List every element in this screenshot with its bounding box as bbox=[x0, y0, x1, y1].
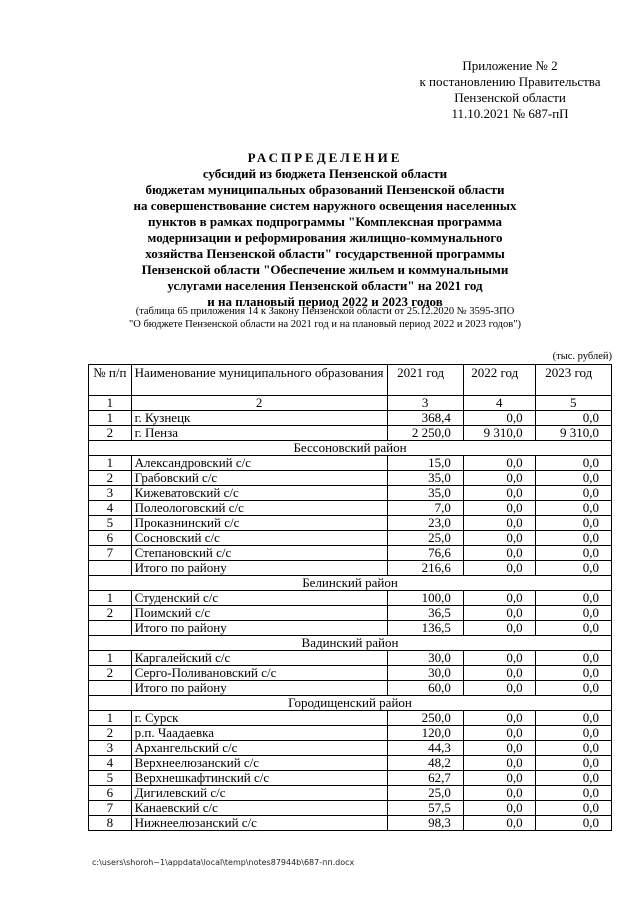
value-2022: 0,0 bbox=[463, 411, 535, 426]
table-row bbox=[89, 711, 612, 726]
municipality-name: Каргалейский с/с bbox=[131, 651, 387, 666]
row-number: 2 bbox=[89, 471, 132, 486]
value-2021: 100,0 bbox=[387, 591, 463, 606]
value-2022: 0,0 bbox=[463, 531, 535, 546]
municipality-name: г. Кузнецк bbox=[131, 411, 387, 426]
value-2023: 0,0 bbox=[535, 501, 611, 516]
municipality-name: Нижнеелюзанский с/с bbox=[131, 816, 387, 831]
value-2021: 60,0 bbox=[387, 681, 463, 696]
appendix-number: Приложение № 2 bbox=[462, 58, 558, 73]
column-number-row bbox=[89, 396, 612, 411]
value-2023: 0,0 bbox=[535, 531, 611, 546]
table-row bbox=[89, 531, 612, 546]
row-number: 6 bbox=[89, 531, 132, 546]
district-row bbox=[89, 636, 612, 651]
municipality-name: Итого по району bbox=[131, 621, 387, 636]
value-2023: 0,0 bbox=[535, 471, 611, 486]
value-2023: 0,0 bbox=[535, 711, 611, 726]
table-header-row bbox=[89, 365, 612, 396]
table-row bbox=[89, 411, 612, 426]
row-number bbox=[89, 561, 132, 576]
value-2022: 0,0 bbox=[463, 561, 535, 576]
municipality-name: Верхнеелюзанский с/с bbox=[131, 756, 387, 771]
row-number: 6 bbox=[89, 786, 132, 801]
row-number: 2 bbox=[89, 426, 132, 441]
value-2022: 0,0 bbox=[463, 666, 535, 681]
value-2023: 0,0 bbox=[535, 486, 611, 501]
municipality-name: Александровский с/с bbox=[131, 456, 387, 471]
row-number: 2 bbox=[89, 666, 132, 681]
table-row bbox=[89, 756, 612, 771]
column-number: 5 bbox=[535, 396, 611, 411]
table-row bbox=[89, 471, 612, 486]
value-2023: 0,0 bbox=[535, 516, 611, 531]
value-2023: 0,0 bbox=[535, 651, 611, 666]
value-2022: 0,0 bbox=[463, 726, 535, 741]
value-2022: 9 310,0 bbox=[463, 426, 535, 441]
value-2023: 0,0 bbox=[535, 771, 611, 786]
value-2023: 0,0 bbox=[535, 621, 611, 636]
table-row bbox=[89, 786, 612, 801]
document-title bbox=[100, 150, 550, 310]
row-number: 7 bbox=[89, 546, 132, 561]
row-number: 2 bbox=[89, 606, 132, 621]
row-number bbox=[89, 621, 132, 636]
value-2023: 0,0 bbox=[535, 726, 611, 741]
table-row bbox=[89, 516, 612, 531]
district-row bbox=[89, 696, 612, 711]
value-2022: 0,0 bbox=[463, 711, 535, 726]
table-row bbox=[89, 501, 612, 516]
table-row bbox=[89, 606, 612, 621]
value-2021: 35,0 bbox=[387, 471, 463, 486]
row-number: 1 bbox=[89, 711, 132, 726]
value-2023: 0,0 bbox=[535, 561, 611, 576]
value-2022: 0,0 bbox=[463, 501, 535, 516]
header-number: № п/п bbox=[89, 365, 132, 396]
municipality-name: Поимский с/с bbox=[131, 606, 387, 621]
table-row bbox=[89, 546, 612, 561]
table-row bbox=[89, 801, 612, 816]
municipality-name: Итого по району bbox=[131, 561, 387, 576]
appendix-reference: к постановлению Правительства bbox=[419, 74, 601, 89]
row-number bbox=[89, 681, 132, 696]
value-2022: 0,0 bbox=[463, 591, 535, 606]
municipality-name: Сосновский с/с bbox=[131, 531, 387, 546]
title-line: услугами населения Пензенской области" на 2021 год bbox=[167, 278, 483, 293]
value-2022: 0,0 bbox=[463, 801, 535, 816]
column-number: 4 bbox=[463, 396, 535, 411]
row-number: 4 bbox=[89, 501, 132, 516]
header-2023: 2023 год bbox=[535, 365, 611, 396]
value-2022: 0,0 bbox=[463, 546, 535, 561]
value-2023: 9 310,0 bbox=[535, 426, 611, 441]
note-line: (таблица 65 приложения 14 к Закону Пензенской области от 25.12.2020 № 3595-ЗПО bbox=[135, 306, 515, 317]
value-2023: 0,0 bbox=[535, 741, 611, 756]
appendix-header bbox=[405, 58, 615, 122]
value-2021: 250,0 bbox=[387, 711, 463, 726]
row-number: 8 bbox=[89, 816, 132, 831]
value-2023: 0,0 bbox=[535, 411, 611, 426]
municipality-name: Архангельский с/с bbox=[131, 741, 387, 756]
value-2021: 23,0 bbox=[387, 516, 463, 531]
municipality-name: р.п. Чаадаевка bbox=[131, 726, 387, 741]
row-number: 4 bbox=[89, 756, 132, 771]
value-2022: 0,0 bbox=[463, 486, 535, 501]
header-name: Наименование муниципального образования bbox=[131, 365, 387, 396]
value-2023: 0,0 bbox=[535, 591, 611, 606]
value-2021: 98,3 bbox=[387, 816, 463, 831]
total-row bbox=[89, 681, 612, 696]
title-line: субсидий из бюджета Пензенской области bbox=[202, 166, 448, 181]
table-row bbox=[89, 426, 612, 441]
value-2022: 0,0 bbox=[463, 771, 535, 786]
value-2022: 0,0 bbox=[463, 681, 535, 696]
value-2021: 136,5 bbox=[387, 621, 463, 636]
title-line: пунктов в рамках подпрограммы "Комплексная программа bbox=[147, 214, 503, 229]
row-number: 3 bbox=[89, 486, 132, 501]
table-row bbox=[89, 651, 612, 666]
value-2022: 0,0 bbox=[463, 621, 535, 636]
district-name: Городищенский район bbox=[89, 696, 612, 711]
value-2023: 0,0 bbox=[535, 756, 611, 771]
value-2022: 0,0 bbox=[463, 786, 535, 801]
file-path-footer: c:\users\shoroh~1\appdata\local\temp\notes87944b\687-пп.docx bbox=[92, 858, 355, 867]
value-2021: 120,0 bbox=[387, 726, 463, 741]
appendix-authority: Пензенской области bbox=[454, 90, 566, 105]
value-2021: 44,3 bbox=[387, 741, 463, 756]
table-row bbox=[89, 456, 612, 471]
value-2021: 15,0 bbox=[387, 456, 463, 471]
value-2021: 76,6 bbox=[387, 546, 463, 561]
column-number: 3 bbox=[387, 396, 463, 411]
municipality-name: Итого по району bbox=[131, 681, 387, 696]
municipality-name: г. Пенза bbox=[131, 426, 387, 441]
value-2021: 368,4 bbox=[387, 411, 463, 426]
table-row bbox=[89, 486, 612, 501]
value-2023: 0,0 bbox=[535, 816, 611, 831]
municipality-name: Грабовский с/с bbox=[131, 471, 387, 486]
value-2021: 2 250,0 bbox=[387, 426, 463, 441]
row-number: 7 bbox=[89, 801, 132, 816]
table-row bbox=[89, 771, 612, 786]
header-2021: 2021 год bbox=[387, 365, 463, 396]
value-2021: 30,0 bbox=[387, 651, 463, 666]
total-row bbox=[89, 621, 612, 636]
title-line: Пензенской области "Обеспечение жильем и коммунальными bbox=[141, 262, 509, 277]
law-reference-note bbox=[120, 305, 530, 331]
municipality-name: Полеологовский с/с bbox=[131, 501, 387, 516]
value-2021: 30,0 bbox=[387, 666, 463, 681]
value-2021: 216,6 bbox=[387, 561, 463, 576]
value-2021: 62,7 bbox=[387, 771, 463, 786]
table-row bbox=[89, 741, 612, 756]
table-row bbox=[89, 591, 612, 606]
appendix-date-number: 11.10.2021 № 687-пП bbox=[451, 106, 569, 121]
municipality-name: Проказнинский с/с bbox=[131, 516, 387, 531]
district-name: Бессоновский район bbox=[89, 441, 612, 456]
title-heading: РАСПРЕДЕЛЕНИЕ bbox=[247, 150, 403, 165]
table-row bbox=[89, 816, 612, 831]
value-2022: 0,0 bbox=[463, 606, 535, 621]
district-row bbox=[89, 576, 612, 591]
value-2021: 35,0 bbox=[387, 486, 463, 501]
value-2023: 0,0 bbox=[535, 666, 611, 681]
title-line: хозяйства Пензенской области" государственной программы bbox=[145, 246, 505, 261]
value-2023: 0,0 bbox=[535, 456, 611, 471]
municipality-name: г. Сурск bbox=[131, 711, 387, 726]
value-2021: 48,2 bbox=[387, 756, 463, 771]
value-2021: 7,0 bbox=[387, 501, 463, 516]
title-line: бюджетам муниципальных образований Пензенской области bbox=[145, 182, 505, 197]
value-2023: 0,0 bbox=[535, 546, 611, 561]
value-2023: 0,0 bbox=[535, 786, 611, 801]
municipality-name: Студенский с/с bbox=[131, 591, 387, 606]
row-number: 5 bbox=[89, 516, 132, 531]
distribution-table bbox=[88, 364, 612, 831]
value-2021: 25,0 bbox=[387, 786, 463, 801]
municipality-name: Степановский с/с bbox=[131, 546, 387, 561]
column-number: 1 bbox=[89, 396, 132, 411]
title-line: на совершенствование систем наружного освещения населенных bbox=[133, 198, 517, 213]
district-row bbox=[89, 441, 612, 456]
row-number: 5 bbox=[89, 771, 132, 786]
row-number: 1 bbox=[89, 591, 132, 606]
value-2022: 0,0 bbox=[463, 816, 535, 831]
value-2022: 0,0 bbox=[463, 456, 535, 471]
value-2021: 25,0 bbox=[387, 531, 463, 546]
column-number: 2 bbox=[131, 396, 387, 411]
value-2022: 0,0 bbox=[463, 516, 535, 531]
header-2022: 2022 год bbox=[463, 365, 535, 396]
value-2022: 0,0 bbox=[463, 651, 535, 666]
value-2022: 0,0 bbox=[463, 756, 535, 771]
municipality-name: Дигилевский с/с bbox=[131, 786, 387, 801]
row-number: 2 bbox=[89, 726, 132, 741]
value-2022: 0,0 bbox=[463, 471, 535, 486]
value-2021: 57,5 bbox=[387, 801, 463, 816]
value-2023: 0,0 bbox=[535, 801, 611, 816]
row-number: 3 bbox=[89, 741, 132, 756]
table-row bbox=[89, 666, 612, 681]
municipality-name: Канаевский с/с bbox=[131, 801, 387, 816]
title-line: и на плановый период 2022 и 2023 годов bbox=[207, 294, 443, 309]
title-line: модернизации и реформирования жилищно-коммунального bbox=[147, 230, 503, 245]
district-name: Вадинский район bbox=[89, 636, 612, 651]
value-2023: 0,0 bbox=[535, 606, 611, 621]
row-number: 1 bbox=[89, 411, 132, 426]
municipality-name: Серго-Поливановский с/с bbox=[131, 666, 387, 681]
value-2022: 0,0 bbox=[463, 741, 535, 756]
municipality-name: Верхнешкафтинский с/с bbox=[131, 771, 387, 786]
value-2023: 0,0 bbox=[535, 681, 611, 696]
note-line: "О бюджете Пензенской области на 2021 год и на плановый период 2022 и 2023 годов") bbox=[128, 319, 522, 330]
municipality-name: Кижеватовский с/с bbox=[131, 486, 387, 501]
value-2021: 36,5 bbox=[387, 606, 463, 621]
district-name: Белинский район bbox=[89, 576, 612, 591]
row-number: 1 bbox=[89, 651, 132, 666]
row-number: 1 bbox=[89, 456, 132, 471]
total-row bbox=[89, 561, 612, 576]
table-row bbox=[89, 726, 612, 741]
units-label: (тыс. рублей) bbox=[552, 351, 612, 362]
